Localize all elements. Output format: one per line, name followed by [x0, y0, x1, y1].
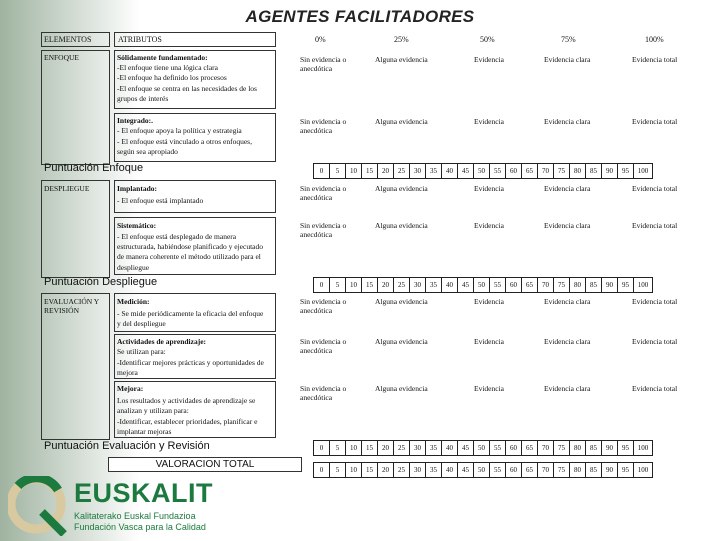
score-cell-55[interactable]: 55: [489, 277, 506, 293]
score-cell-15[interactable]: 15: [361, 462, 378, 478]
level-label: Alguna evidencia: [375, 337, 428, 346]
score-cell-40[interactable]: 40: [441, 440, 458, 456]
score-cell-60[interactable]: 60: [505, 440, 522, 456]
score-cell-55[interactable]: 55: [489, 163, 506, 179]
attribute-heading: Medición:: [117, 297, 150, 306]
score-cell-55[interactable]: 55: [489, 440, 506, 456]
score-cell-55[interactable]: 55: [489, 462, 506, 478]
attribute-line: mejora: [117, 368, 138, 377]
score-cell-60[interactable]: 60: [505, 277, 522, 293]
score-cell-0[interactable]: 0: [313, 163, 330, 179]
score-cell-5[interactable]: 5: [329, 163, 346, 179]
level-label: Alguna evidencia: [375, 117, 428, 126]
score-cell-0[interactable]: 0: [313, 462, 330, 478]
score-cell-95[interactable]: 95: [617, 163, 634, 179]
attribute-heading: Integrado:.: [117, 116, 154, 125]
attribute-line: -Identificar, establecer prioridades, planificar e: [117, 417, 258, 426]
score-cell-60[interactable]: 60: [505, 163, 522, 179]
logo-subtitle: Fundación Vasca para la Calidad: [74, 522, 206, 532]
attribute-heading: Mejora:: [117, 384, 144, 393]
level-label: Sin evidencia o anecdótica: [300, 297, 347, 316]
score-scale-despliegue[interactable]: [314, 277, 653, 293]
level-label: Alguna evidencia: [375, 55, 428, 64]
score-cell-100[interactable]: 100: [633, 440, 653, 456]
euskalit-logo: [8, 476, 213, 536]
level-label: Evidencia clara: [544, 117, 591, 126]
score-cell-95[interactable]: 95: [617, 440, 634, 456]
level-label: Evidencia total: [632, 337, 678, 346]
attribute-heading: Sistemático:: [117, 221, 157, 230]
level-label: Evidencia total: [632, 221, 678, 230]
score-cell-40[interactable]: 40: [441, 462, 458, 478]
logo-mark-icon: [8, 476, 70, 536]
attribute-line: analizan y utilizan para:: [117, 406, 189, 415]
total-label: VALORACION TOTAL: [108, 457, 302, 472]
score-cell-90[interactable]: 90: [601, 277, 618, 293]
score-cell-65[interactable]: 65: [521, 163, 538, 179]
score-cell-40[interactable]: 40: [441, 163, 458, 179]
level-label: Evidencia clara: [544, 55, 591, 64]
attribute-line: -El enfoque ha definido los procesos: [117, 73, 227, 82]
header-elementos: ELEMENTOS: [44, 35, 92, 44]
level-label: Evidencia total: [632, 184, 678, 193]
logo-wordmark: EUSKALIT: [74, 478, 213, 508]
level-label: Sin evidencia o anecdótica: [300, 55, 347, 74]
attribute-line: estructurada, habiéndose planificado y ejecutado: [117, 242, 263, 251]
attribute-line: implantar mejoras: [117, 427, 172, 436]
score-cell-5[interactable]: 5: [329, 277, 346, 293]
attribute-line: de manera coherente el método utilizado para el: [117, 252, 261, 261]
score-cell-30[interactable]: 30: [409, 277, 426, 293]
level-label: Evidencia: [474, 55, 504, 64]
attribute-heading: Implantado:: [117, 184, 158, 193]
score-label-evaluacion: Puntuación Evaluación y Revisión: [44, 440, 210, 452]
header-100pct: 100%: [645, 35, 664, 44]
level-label: Evidencia clara: [544, 184, 591, 193]
level-label: Sin evidencia o anecdótica: [300, 184, 347, 203]
level-label: Evidencia clara: [544, 297, 591, 306]
score-cell-100[interactable]: 100: [633, 277, 653, 293]
score-cell-10[interactable]: 10: [345, 462, 362, 478]
score-cell-85[interactable]: 85: [585, 277, 602, 293]
score-cell-90[interactable]: 90: [601, 440, 618, 456]
attribute-line: según sea apropiado: [117, 147, 178, 156]
score-label-enfoque: Puntuación Enfoque: [44, 162, 144, 174]
level-label: Evidencia total: [632, 117, 678, 126]
attribute-line: - Se mide periódicamente la eficacia del enfoque: [117, 309, 264, 318]
level-label: Sin evidencia o anecdótica: [300, 337, 347, 356]
attribute-line: -El enfoque se centra en las necesidades de los: [117, 84, 257, 93]
score-cell-75[interactable]: 75: [553, 163, 570, 179]
level-label: Evidencia clara: [544, 337, 591, 346]
score-cell-75[interactable]: 75: [553, 277, 570, 293]
score-cell-50[interactable]: 50: [473, 440, 490, 456]
score-cell-80[interactable]: 80: [569, 277, 586, 293]
score-cell-25[interactable]: 25: [393, 462, 410, 478]
score-cell-35[interactable]: 35: [425, 462, 442, 478]
header-50pct: 50%: [480, 35, 495, 44]
element-label: EVALUACIÓN Y REVISIÓN: [44, 297, 99, 316]
attribute-line: - El enfoque está implantado: [117, 196, 204, 205]
score-cell-70[interactable]: 70: [537, 462, 554, 478]
score-cell-90[interactable]: 90: [601, 163, 618, 179]
score-cell-70[interactable]: 70: [537, 277, 554, 293]
score-cell-15[interactable]: 15: [361, 163, 378, 179]
score-cell-85[interactable]: 85: [585, 163, 602, 179]
score-cell-100[interactable]: 100: [633, 462, 653, 478]
level-label: Evidencia: [474, 221, 504, 230]
header-25pct: 25%: [394, 35, 409, 44]
level-label: Evidencia: [474, 297, 504, 306]
score-cell-50[interactable]: 50: [473, 277, 490, 293]
score-cell-25[interactable]: 25: [393, 163, 410, 179]
attribute-line: -Identificar mejores prácticas y oportunidades de: [117, 358, 264, 367]
attribute-line: Los resultados y actividades de aprendizaje se: [117, 396, 256, 405]
attribute-line: despliegue: [117, 263, 150, 272]
score-cell-25[interactable]: 25: [393, 277, 410, 293]
score-cell-65[interactable]: 65: [521, 462, 538, 478]
level-label: Evidencia: [474, 337, 504, 346]
score-cell-30[interactable]: 30: [409, 163, 426, 179]
level-label: Alguna evidencia: [375, 221, 428, 230]
score-cell-65[interactable]: 65: [521, 440, 538, 456]
score-cell-85[interactable]: 85: [585, 462, 602, 478]
score-cell-35[interactable]: 35: [425, 277, 442, 293]
score-cell-35[interactable]: 35: [425, 440, 442, 456]
attribute-line: -El enfoque tiene una lógica clara: [117, 63, 218, 72]
score-cell-80[interactable]: 80: [569, 440, 586, 456]
level-label: Evidencia: [474, 184, 504, 193]
score-cell-30[interactable]: 30: [409, 440, 426, 456]
score-cell-5[interactable]: 5: [329, 440, 346, 456]
score-cell-100[interactable]: 100: [633, 163, 653, 179]
element-label: ENFOQUE: [44, 53, 79, 62]
score-cell-95[interactable]: 95: [617, 462, 634, 478]
score-label-despliegue: Puntuación Despliegue: [44, 276, 158, 288]
level-label: Evidencia total: [632, 384, 678, 393]
attribute-line: - El enfoque apoya la política y estrategia: [117, 126, 242, 135]
score-cell-75[interactable]: 75: [553, 462, 570, 478]
level-label: Evidencia total: [632, 55, 678, 64]
score-cell-0[interactable]: 0: [313, 277, 330, 293]
score-cell-20[interactable]: 20: [377, 163, 394, 179]
header-0pct: 0%: [315, 35, 326, 44]
score-cell-20[interactable]: 20: [377, 277, 394, 293]
level-label: Evidencia clara: [544, 384, 591, 393]
element-cell-enfoque: [41, 50, 110, 165]
score-cell-65[interactable]: 65: [521, 277, 538, 293]
level-label: Evidencia clara: [544, 221, 591, 230]
element-cell-despliegue: [41, 180, 110, 278]
element-label: DESPLIEGUE: [44, 184, 90, 193]
score-cell-10[interactable]: 10: [345, 440, 362, 456]
score-cell-30[interactable]: 30: [409, 462, 426, 478]
level-label: Sin evidencia o anecdótica: [300, 384, 347, 403]
header-75pct: 75%: [561, 35, 576, 44]
level-label: Evidencia: [474, 384, 504, 393]
score-cell-20[interactable]: 20: [377, 440, 394, 456]
logo-subtitle: Kalitaterako Euskal Fundazioa: [74, 511, 196, 521]
score-cell-85[interactable]: 85: [585, 440, 602, 456]
level-label: Alguna evidencia: [375, 184, 428, 193]
score-cell-70[interactable]: 70: [537, 440, 554, 456]
level-label: Evidencia: [474, 117, 504, 126]
score-cell-45[interactable]: 45: [457, 440, 474, 456]
score-cell-15[interactable]: 15: [361, 277, 378, 293]
level-label: Alguna evidencia: [375, 384, 428, 393]
score-cell-50[interactable]: 50: [473, 163, 490, 179]
score-scale-total[interactable]: [314, 462, 653, 478]
score-scale-evaluacion[interactable]: [314, 440, 653, 456]
score-cell-80[interactable]: 80: [569, 462, 586, 478]
attribute-line: grupos de interés: [117, 94, 169, 103]
score-cell-5[interactable]: 5: [329, 462, 346, 478]
score-cell-0[interactable]: 0: [313, 440, 330, 456]
header-atributos: ATRIBUTOS: [118, 35, 162, 44]
score-cell-10[interactable]: 10: [345, 163, 362, 179]
score-cell-10[interactable]: 10: [345, 277, 362, 293]
level-label: Evidencia total: [632, 297, 678, 306]
score-cell-75[interactable]: 75: [553, 440, 570, 456]
score-cell-40[interactable]: 40: [441, 277, 458, 293]
attribute-line: - El enfoque está vinculado a otros enfoques,: [117, 137, 252, 146]
score-cell-70[interactable]: 70: [537, 163, 554, 179]
attribute-line: - El enfoque está desplegado de manera: [117, 232, 237, 241]
level-label: Alguna evidencia: [375, 297, 428, 306]
score-cell-90[interactable]: 90: [601, 462, 618, 478]
level-label: Sin evidencia o anecdótica: [300, 221, 347, 240]
score-cell-15[interactable]: 15: [361, 440, 378, 456]
attribute-line: Se utilizan para:: [117, 347, 166, 356]
score-cell-45[interactable]: 45: [457, 277, 474, 293]
score-cell-45[interactable]: 45: [457, 163, 474, 179]
page-title: AGENTES FACILITADORES: [245, 7, 475, 26]
score-cell-20[interactable]: 20: [377, 462, 394, 478]
score-cell-45[interactable]: 45: [457, 462, 474, 478]
score-scale-enfoque[interactable]: [314, 163, 653, 179]
level-label: Sin evidencia o anecdótica: [300, 117, 347, 136]
score-cell-80[interactable]: 80: [569, 163, 586, 179]
attribute-line: y del despliegue: [117, 319, 166, 328]
score-cell-35[interactable]: 35: [425, 163, 442, 179]
score-cell-50[interactable]: 50: [473, 462, 490, 478]
attribute-heading: Sólidamente fundamentado:: [117, 53, 208, 62]
score-cell-25[interactable]: 25: [393, 440, 410, 456]
score-cell-60[interactable]: 60: [505, 462, 522, 478]
score-cell-95[interactable]: 95: [617, 277, 634, 293]
attribute-heading: Actividades de aprendizaje:: [117, 337, 207, 346]
